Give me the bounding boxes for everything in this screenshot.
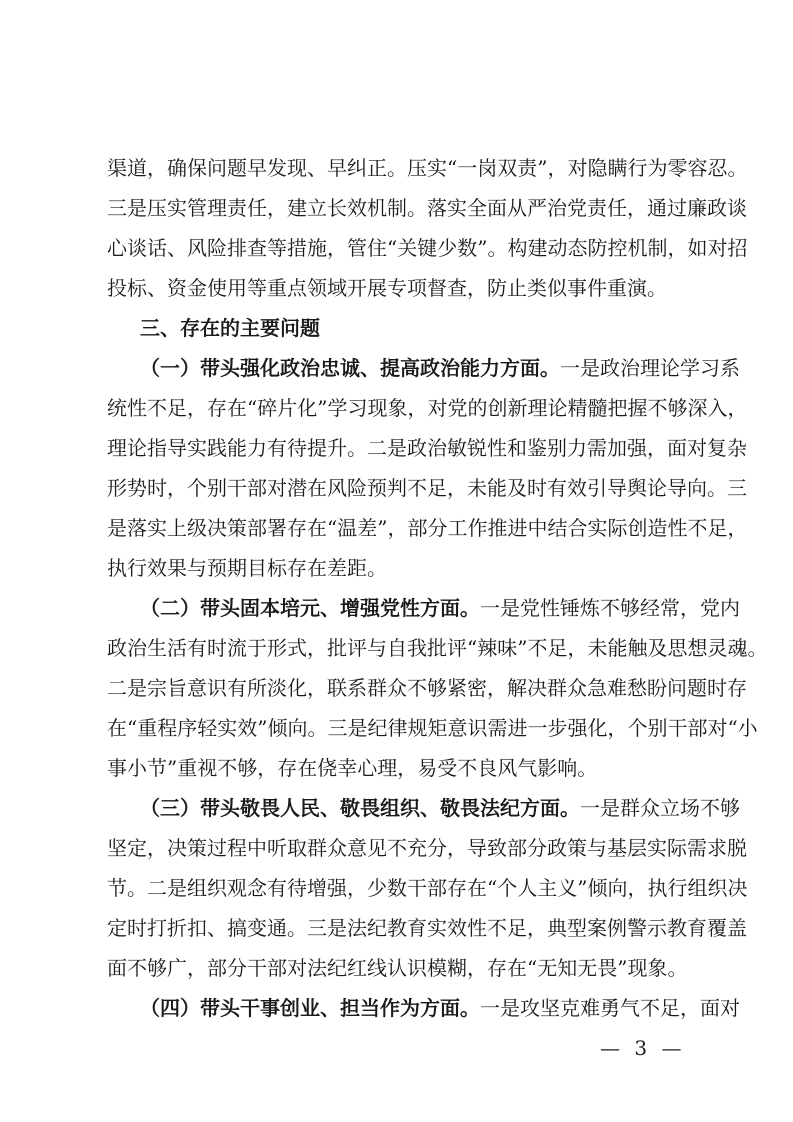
paragraph-lead: （四）带头干事创业、担当作为方面。 <box>140 996 480 1020</box>
body-line: 政治生活有时流于形式，批评与自我批评“辣味”不足，未能触及思想灵魂。 <box>107 636 768 660</box>
body-line: 面不够广，部分干部对法纪红线认识模糊，存在“无知无畏”现象。 <box>107 956 688 980</box>
page-number: — 3 — <box>600 1036 686 1060</box>
body-line: 定时打折扣、搞变通。三是法纪教育实效性不足，典型案例警示教育覆盖 <box>107 916 747 940</box>
paragraph-text: 一是群众立场不够 <box>580 796 740 820</box>
paragraph-text: 一是党性锤炼不够经常，党内 <box>480 596 740 620</box>
document-body <box>107 148 768 1028</box>
paragraph-lead: （二）带头固本培元、增强党性方面。 <box>140 596 480 620</box>
body-line: 坚定，决策过程中听取群众意见不充分，导致部分政策与基层实际需求脱 <box>107 836 747 860</box>
body-line: 二是宗旨意识有所淡化，联系群众不够紧密，解决群众急难愁盼问题时存 <box>107 676 747 700</box>
body-line: 统性不足，存在“碎片化”学习现象，对党的创新理论精髓把握不够深入， <box>107 396 748 420</box>
body-line: 事小节”重视不够，存在侥幸心理，易受不良风气影响。 <box>107 756 598 780</box>
section-heading: 三、存在的主要问题 <box>140 316 320 340</box>
body-line: 理论指导实践能力有待提升。二是政治敏锐性和鉴别力需加强，面对复杂 <box>107 436 747 460</box>
body-line: 形势时，个别干部对潜在风险预判不足，未能及时有效引导舆论导向。三 <box>107 476 747 500</box>
body-line: 在“重程序轻实效”倾向。三是纪律规矩意识需进一步强化，个别干部对“小 <box>107 716 758 740</box>
paragraph-text: 一是政治理论学习系 <box>560 356 740 380</box>
body-line: 三是压实管理责任，建立长效机制。落实全面从严治党责任，通过廉政谈 <box>107 196 747 220</box>
paragraph-lead: （三）带头敬畏人民、敬畏组织、敬畏法纪方面。 <box>140 796 580 820</box>
body-line: 是落实上级决策部署存在“温差”，部分工作推进中结合实际创造性不足， <box>107 516 748 540</box>
paragraph-first-line <box>107 588 740 628</box>
paragraph-text: 一是攻坚克难勇气不足，面对 <box>480 996 740 1020</box>
paragraph-first-line <box>107 988 740 1028</box>
body-line: 节。二是组织观念有待增强，少数干部存在“个人主义”倾向，执行组织决 <box>107 876 748 900</box>
paragraph-first-line <box>107 788 740 828</box>
paragraph-first-line <box>107 348 740 388</box>
body-line: 渠道，确保问题早发现、早纠正。压实“一岗双责”，对隐瞒行为零容忍。 <box>107 156 748 180</box>
body-line: 执行效果与预期目标存在差距。 <box>107 556 387 580</box>
paragraph-lead: （一）带头强化政治忠诚、提高政治能力方面。 <box>140 356 560 380</box>
body-line: 心谈话、风险排查等措施，管住“关键少数”。构建动态防控机制，如对招 <box>107 236 748 260</box>
body-line: 投标、资金使用等重点领域开展专项督查，防止类似事件重演。 <box>107 276 667 300</box>
